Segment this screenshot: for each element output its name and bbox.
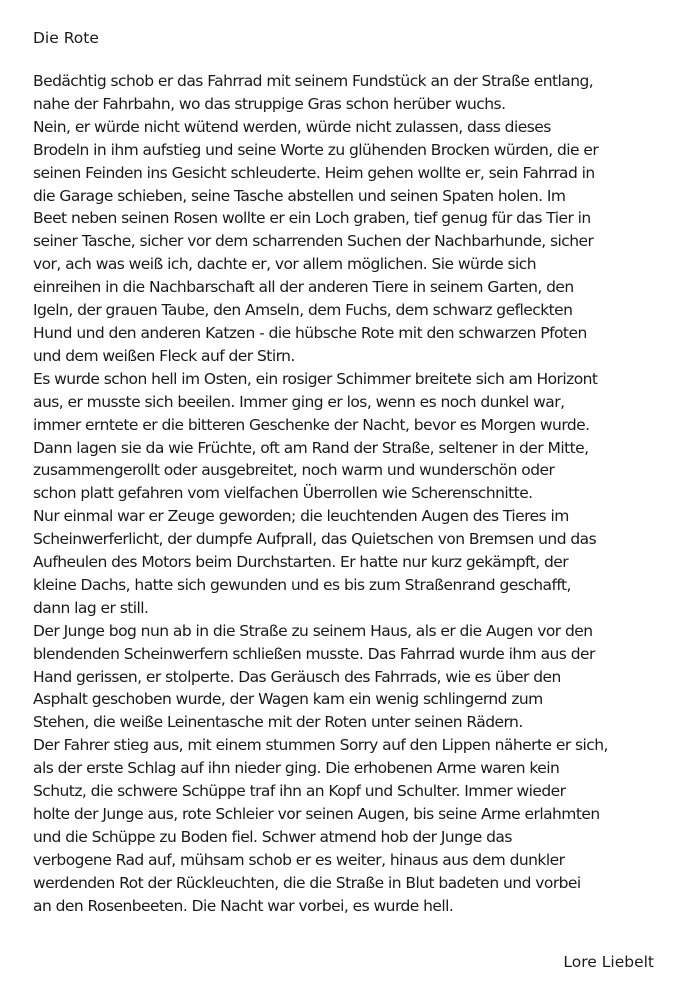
text-line: die Garage schieben, seine Tasche abstellen und seinen Spaten holen. Im <box>33 186 566 205</box>
text-line: Beet neben seinen Rosen wollte er ein Loch graben, tief genug für das Tier in <box>33 209 591 228</box>
text-line: verbogene Rad auf, mühsam schob er es weiter, hinaus aus dem dunkler <box>33 850 565 869</box>
text-line: Nur einmal war er Zeuge geworden; die leuchtenden Augen des Tieres im <box>33 507 569 526</box>
author-name: Lore Liebelt <box>563 953 654 971</box>
text-line: an den Rosenbeeten. Die Nacht war vorbei, es wurde hell. <box>33 896 454 915</box>
text-line: seinen Feinden ins Gesicht schleuderte. Heim gehen wollte er, sein Fahrrad in <box>33 163 595 182</box>
text-line: Igeln, der grauen Taube, den Amseln, dem Fuchs, dem schwarz gefleckten <box>33 301 573 320</box>
text-line: Schutz, die schwere Schüppe traf ihn an Kopf und Schulter. Immer wieder <box>33 782 566 801</box>
text-line: werdenden Rot der Rückleuchten, die die Straße in Blut badeten und vorbei <box>33 873 581 892</box>
text-line: seiner Tasche, sicher vor dem scharrenden Suchen der Nachbarhunde, sicher <box>33 232 594 251</box>
text-line: und dem weißen Fleck auf der Stirn. <box>33 346 295 365</box>
text-line: vor, ach was weiß ich, dachte er, vor allem möglichen. Sie würde sich <box>33 255 537 274</box>
story-body <box>33 70 663 918</box>
text-line: als der erste Schlag auf ihn nieder ging. Die erhobenen Arme waren kein <box>33 759 560 778</box>
text-line: Der Fahrer stieg aus, mit einem stummen Sorry auf den Lippen näherte er sich, <box>33 736 608 755</box>
text-line: Scheinwerferlicht, der dumpfe Aufprall, das Quietschen von Bremsen und das <box>33 530 597 549</box>
story-title: Die Rote <box>33 29 99 47</box>
text-line: und die Schüppe zu Boden fiel. Schwer atmend hob der Junge das <box>33 827 512 846</box>
text-line: Es wurde schon hell im Osten, ein rosiger Schimmer breitete sich am Horizont <box>33 369 598 388</box>
text-line: Aufheulen des Motors beim Durchstarten. Er hatte nur kurz gekämpft, der <box>33 553 569 572</box>
text-line: Der Junge bog nun ab in die Straße zu seinem Haus, als er die Augen vor den <box>33 621 593 640</box>
text-line: Dann lagen sie da wie Früchte, oft am Rand der Straße, seltener in der Mitte, <box>33 438 589 457</box>
text-line: immer erntete er die bitteren Geschenke der Nacht, bevor es Morgen wurde. <box>33 415 590 434</box>
text-line: aus, er musste sich beeilen. Immer ging er los, wenn es noch dunkel war, <box>33 392 565 411</box>
text-line: Hund und den anderen Katzen - die hübsche Rote mit den schwarzen Pfoten <box>33 323 587 342</box>
text-line: blendenden Scheinwerfern schließen musste. Das Fahrrad wurde ihm aus der <box>33 644 595 663</box>
text-line: zusammengerollt oder ausgebreitet, noch warm und wunderschön oder <box>33 461 555 480</box>
text-line: Nein, er würde nicht wütend werden, würde nicht zulassen, dass dieses <box>33 117 551 136</box>
text-line: einreihen in die Nachbarschaft all der anderen Tiere in seinem Garten, den <box>33 278 574 297</box>
text-line: Bedächtig schob er das Fahrrad mit seinem Fundstück an der Straße entlang, <box>33 72 594 90</box>
text-line: holte der Junge aus, rote Schleier vor seinen Augen, bis seine Arme erlahmten <box>33 805 600 823</box>
text-line: Asphalt geschoben wurde, der Wagen kam ein wenig schlingernd zum <box>33 690 543 709</box>
text-line: Hand gerissen, er stolperte. Das Geräusch des Fahrrads, wie es über den <box>33 667 561 686</box>
text-line: Stehen, die weiße Leinentasche mit der Roten unter seinen Rädern. <box>33 713 523 732</box>
text-line: schon platt gefahren vom vielfachen Überrollen wie Scherenschnitte. <box>33 484 533 503</box>
text-line: dann lag er still. <box>33 598 149 617</box>
text-line: Brodeln in ihm aufstieg und seine Worte zu glühenden Brocken würden, die er <box>33 140 599 159</box>
text-line: nahe der Fahrbahn, wo das struppige Gras schon herüber wuchs. <box>33 94 506 113</box>
text-line: kleine Dachs, hatte sich gewunden und es bis zum Straßenrand geschafft, <box>33 575 571 594</box>
